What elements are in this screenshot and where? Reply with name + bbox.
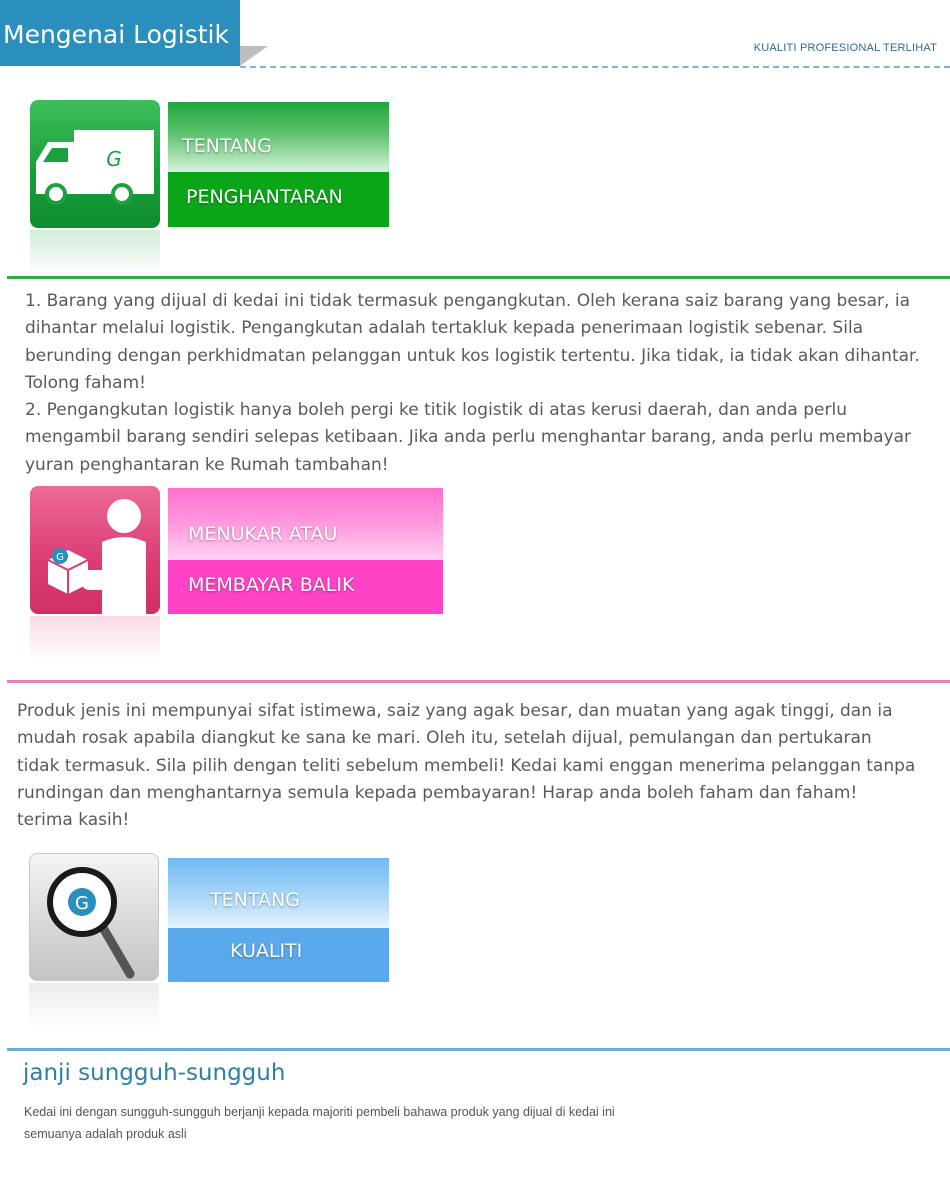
- svg-text:G: G: [56, 552, 64, 563]
- returns-banner-top: [168, 488, 443, 560]
- returns-banner-top-label: MENUKAR ATAU: [188, 523, 338, 545]
- returns-text: [17, 698, 917, 834]
- delivery-banner-top: [168, 102, 389, 172]
- delivery-banner-bottom-label: PENGHANTARAN: [186, 186, 343, 208]
- header-tagline: KUALITI PROFESIONAL TERLIHAT: [753, 42, 937, 54]
- quality-banner-bottom: [168, 928, 389, 982]
- page-title: Mengenai Logistik: [0, 0, 240, 66]
- quality-banner: [168, 858, 389, 982]
- magnifier-icon-reflection: [29, 983, 159, 1029]
- quality-banner-bottom-label: KUALITI: [230, 940, 303, 962]
- delivery-banner: [168, 102, 389, 227]
- pink-divider: [7, 680, 950, 683]
- header-dashed-line: [240, 66, 950, 68]
- quality-banner-top-label: TENTANG: [210, 889, 300, 911]
- delivery-icon-reflection: [30, 230, 160, 276]
- returns-paragraph: Produk jenis ini mempunyai sifat istimewa, saiz yang agak besar, dan muatan yang agak tinggi, dan ia mudah rosak apabila diangkut ke sana ke mari. Oleh itu, setelah dijual, pemulangan dan pertukaran tidak termasuk. Sila pilih dengan teliti sebelum membeli! Kedai kami enggan menerima pelanggan tanpa rundingan dan menghantarnya semula kepada pembayaran! Harap anda boleh faham dan faham! terima kasih!: [17, 701, 916, 831]
- svg-text:G: G: [75, 893, 89, 914]
- header-fold-decoration: [240, 46, 268, 66]
- promise-text: Kedai ini dengan sungguh-sungguh berjanji kepada majoriti pembeli bahawa produk yang dijual di kedai ini semuanya adalah produk asli: [24, 1105, 615, 1141]
- delivery-text: [25, 288, 930, 479]
- blue-divider: [7, 1048, 950, 1051]
- svg-text:G: G: [106, 147, 122, 171]
- returns-banner-bottom: [168, 560, 443, 614]
- delivery-paragraph-1: 1. Barang yang dijual di kedai ini tidak termasuk pengangkutan. Oleh kerana saiz barang yang besar, ia dihantar melalui logistik. Pengangkutan adalah tertakluk kepada penerimaan logistik sebenar. Sila berunding dengan perkhidmatan pelanggan untuk kos logistik tertentu. Jika tidak, ia tidak akan dihantar. Tolong faham!: [25, 291, 920, 393]
- returns-banner: [168, 488, 443, 614]
- delivery-paragraph-2: 2. Pengangkutan logistik hanya boleh pergi ke titik logistik di atas kerusi daerah, dan anda perlu mengambil barang sendiri selepas ketibaan. Jika anda perlu menghantar barang, anda perlu membayar yuran penghantaran ke Rumah tambahan!: [25, 400, 912, 475]
- promise-heading: janji sungguh-sungguh: [23, 1060, 286, 1086]
- refund-icon-reflection: [30, 616, 160, 662]
- refund-person-icon: [30, 486, 160, 614]
- quality-banner-top: [168, 858, 389, 928]
- delivery-truck-icon: [30, 100, 160, 228]
- magnifier-icon: [29, 853, 159, 981]
- returns-banner-bottom-label: MEMBAYAR BALIK: [188, 574, 355, 596]
- delivery-banner-bottom: [168, 172, 389, 227]
- delivery-banner-top-label: TENTANG: [182, 135, 272, 157]
- green-divider: [7, 276, 950, 279]
